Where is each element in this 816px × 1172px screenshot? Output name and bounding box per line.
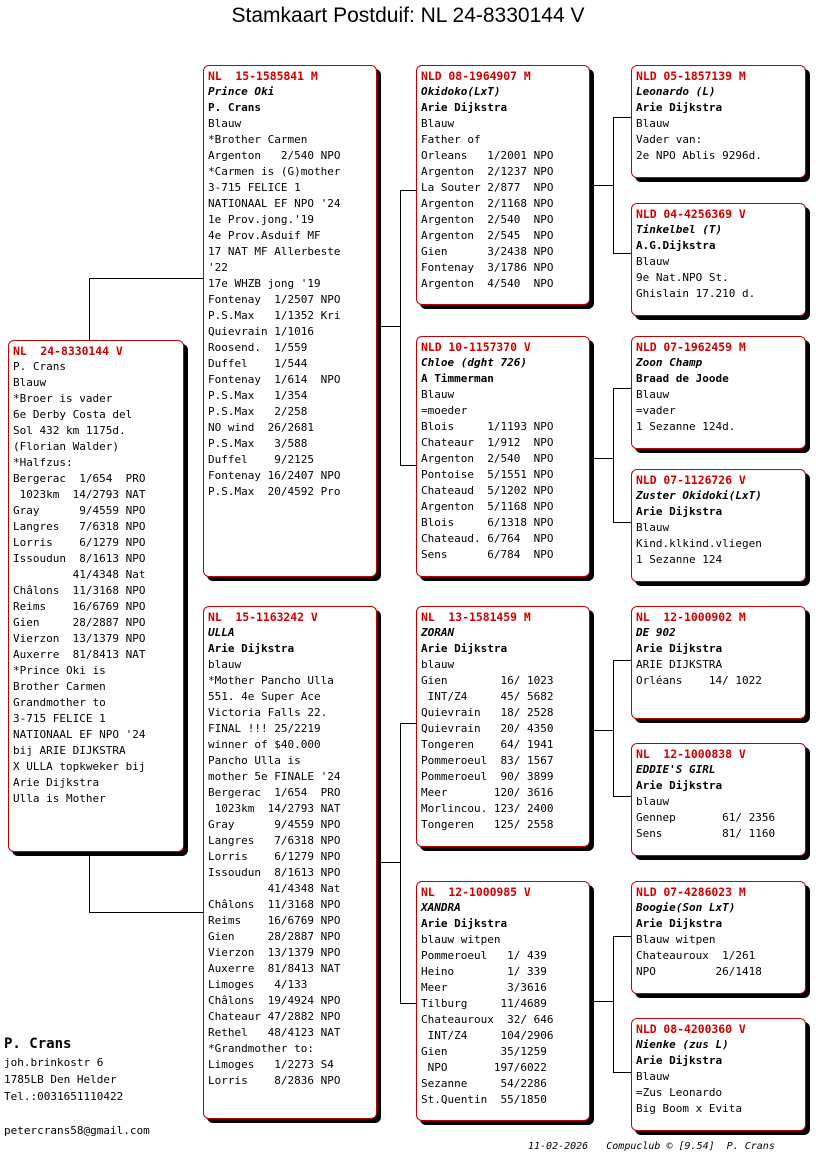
info-line: Victoria Falls 22. [208,706,328,719]
info-line: 3-715 FELICE 1 [208,181,301,194]
info-line: Pontoise 5/1551 NPO [421,468,554,481]
breeder-name: Arie Dijkstra [636,505,723,518]
info-line: Blauw [636,117,670,130]
info-line: NATIONAAL EF NPO '24 [13,728,146,741]
info-line: Auxerre 81/8413 NAT [13,648,146,661]
info-line: Lorris 6/1279 NPO [13,536,146,549]
info-line: Châlons 11/3168 NPO [13,584,146,597]
info-line: *Brother Carmen [208,133,308,146]
connector-line [613,522,632,523]
info-line: Gien 28/2887 NPO [208,930,341,943]
pigeon-name: Zuster Okidoki(LxT) [636,489,762,502]
pedigree-card-fmm[interactable] [631,469,806,582]
info-line: Argenton 2/540 NPO [208,149,341,162]
breeder-name: Arie Dijkstra [636,917,723,930]
info-line: Blauw [13,376,47,389]
pedigree-card-ffm[interactable] [631,203,806,316]
info-line: Pommeroeul 1/ 439 [421,949,547,962]
pedigree-card-father-father[interactable] [416,65,590,305]
info-line: Tilburg 11/4689 [421,997,547,1010]
info-line: (Florian Walder) [13,440,119,453]
pigeon-name: Okidoko(LxT) [421,85,501,98]
connector-line [400,723,401,1004]
info-line: blauw [636,795,670,808]
info-line: Quievrain 20/ 4350 [421,722,554,735]
info-line: Gennep 61/ 2356 [636,811,776,824]
info-line: X ULLA topkweker bij [13,760,146,773]
pedigree-card-mfm[interactable] [631,743,806,856]
info-line: Blauw [636,255,670,268]
info-line: blauw [208,658,242,671]
info-line: Blauw [421,388,455,401]
pedigree-card-mmm[interactable] [631,1018,806,1131]
info-line: P.S.Max 20/4592 Pro [208,485,341,498]
ring-number: NLD 08-1964907 M [421,69,531,83]
info-line: Gray 9/4559 NPO [208,818,341,831]
info-line: '22 [208,261,228,274]
info-line: 41/4348 Nat [208,882,341,895]
ring-number: NLD 05-1857139 M [636,69,746,83]
owner-block [4,1034,123,1105]
info-line: Argenton 5/1168 NPO [421,500,554,513]
ring-number: NLD 07-1126726 V [636,473,746,487]
ring-number: NL 12-1000902 M [636,610,746,624]
connector-line [613,936,632,937]
info-line: Chateaud. 6/764 NPO [421,532,554,545]
pedigree-card-mmf[interactable] [631,881,806,994]
info-line: blauw [421,658,455,671]
owner-email[interactable]: petercrans58@gmail.com [4,1124,150,1137]
breeder-name: Arie Dijkstra [636,779,723,792]
breeder-name: Arie Dijkstra [421,917,508,930]
info-line: Heino 1/ 339 [421,965,547,978]
info-line: Langres 7/6318 NPO [208,834,341,847]
info-line: Grandmother to [13,696,106,709]
pedigree-card-mother[interactable] [203,606,377,1119]
info-line: Issoudun 8/1613 NPO [208,866,341,879]
info-line: Gien 16/ 1023 [421,674,554,687]
info-line: Auxerre 81/8413 NAT [208,962,341,975]
ring-number: NL 12-1000838 V [636,747,746,761]
info-line: Limoges 4/133 [208,978,308,991]
connector-line [376,862,401,863]
info-line: Sens 6/784 NPO [421,548,554,561]
info-line: La Souter 2/877 NPO [421,181,554,194]
info-line: Argenton 2/1237 NPO [421,165,554,178]
pigeon-name: EDDIE'S GIRL [636,763,716,776]
footer-credit: 11-02-2026 Compuclub © [9.54] P. Crans [528,1141,775,1152]
breeder-name: Arie Dijkstra [421,642,508,655]
info-line: P. Crans [13,360,66,373]
pedigree-card-fff[interactable] [631,65,806,178]
info-line: 1 Sezanne 124 [636,553,723,566]
info-line: Argenton 2/540 NPO [421,452,554,465]
pigeon-name: ZORAN [421,626,455,639]
ring-number: NLD 07-1962459 M [636,340,746,354]
info-line: Meer 3/3616 [421,981,547,994]
info-line: Bergerac 1/654 PRO [13,472,146,485]
breeder-name: A.G.Dijkstra [636,239,716,252]
info-line: Meer 120/ 3616 [421,786,554,799]
info-line: Chateauroux 32/ 646 [421,1013,554,1026]
connector-line [613,660,632,661]
info-line: =moeder [421,404,468,417]
info-line: =Zus Leonardo [636,1086,723,1099]
pigeon-name: Leonardo (L) [636,85,716,98]
info-line: Orleans 1/2001 NPO [421,149,554,162]
info-line: St.Quentin 55/1850 [421,1093,547,1106]
pedigree-card-mother-mother[interactable] [416,881,590,1121]
breeder-name: P. Crans [208,101,261,114]
info-line: Châlons 11/3168 NPO [208,898,341,911]
info-line: Fontenay 3/1786 NPO [421,261,554,274]
info-line: Châlons 19/4924 NPO [208,994,341,1007]
info-line: Blois 1/1193 NPO [421,420,554,433]
info-line: NATIONAAL EF NPO '24 [208,197,341,210]
info-line: Blauw witpen [636,933,716,946]
info-line: Gien 3/2438 NPO [421,245,554,258]
breeder-name: Arie Dijkstra [636,101,723,114]
owner-street: joh.brinkostr 6 [4,1056,104,1069]
info-line: Limoges 1/2273 S4 [208,1058,334,1071]
info-line: Sens 81/ 1160 [636,827,776,840]
info-line: Fontenay 1/2507 NPO [208,293,341,306]
pigeon-name: Nienke (zus L) [636,1038,729,1051]
info-line: Chateaur 47/2882 NPO [208,1010,341,1023]
connector-line [589,185,614,186]
info-line: Pommeroeul 90/ 3899 [421,770,554,783]
connector-line [89,912,204,913]
info-line: Fontenay 1/614 NPO [208,373,341,386]
connector-line [400,1003,417,1004]
info-line: Chateauroux 1/261 [636,949,756,962]
connector-line [589,1001,614,1002]
ring-number: NLD 10-1157370 V [421,340,531,354]
connector-line [589,458,614,459]
info-line: *Grandmother to: [208,1042,314,1055]
info-line: Reims 16/6769 NPO [208,914,341,927]
info-line: Tongeren 64/ 1941 [421,738,554,751]
info-line: ARIE DIJKSTRA [636,658,723,671]
connector-line [400,190,417,191]
info-line: 6e Derby Costa del [13,408,133,421]
info-line: Morlincou. 123/ 2400 [421,802,554,815]
pedigree-card-mother-father[interactable] [416,606,590,847]
info-line: *Broer is vader [13,392,113,405]
info-line: Bergerac 1/654 PRO [208,786,341,799]
connector-line [613,1072,632,1073]
info-line: Vierzon 13/1379 NPO [13,632,146,645]
info-line: Blauw [421,117,455,130]
info-line: P.S.Max 2/258 [208,405,308,418]
pedigree-card-father-mother[interactable] [416,336,590,577]
connector-line [89,278,90,341]
pigeon-name: Tinkelbel (T) [636,223,723,236]
info-line: Quievrain 1/1016 [208,325,314,338]
pedigree-card-subject[interactable] [8,340,184,852]
info-line: Tongeren 125/ 2558 [421,818,554,831]
info-line: Gien 28/2887 NPO [13,616,146,629]
pigeon-name: DE 902 [636,626,676,639]
info-line: Blauw [208,117,242,130]
info-line: Arie Dijkstra [13,776,100,789]
breeder-name: Arie Dijkstra [636,1054,723,1067]
info-line: Blauw [636,388,670,401]
info-line: FINAL !!! 25/2219 [208,722,321,735]
info-line: 17 NAT MF Allerbeste [208,245,341,258]
info-line: Lorris 8/2836 NPO [208,1074,341,1087]
breeder-name: A Timmerman [421,372,494,385]
connector-line [89,278,204,279]
info-line: Big Boom x Evita [636,1102,742,1115]
ring-number: NLD 04-4256369 V [636,207,746,221]
info-line: NPO 197/6022 [421,1061,547,1074]
pigeon-name: ULLA [208,626,235,639]
ring-number: NLD 08-4200360 V [636,1022,746,1036]
owner-phone: Tel.:0031651110422 [4,1090,124,1103]
info-line: 4e Prov.Asduif MF [208,229,321,242]
info-line: Sol 432 km 1175d. [13,424,126,437]
connector-line [613,936,614,1073]
info-line: 1e Prov.jong.'19 [208,213,314,226]
page-title: Stamkaart Postduif: NL 24-8330144 V [231,4,585,27]
info-line: Langres 7/6318 NPO [13,520,146,533]
ring-number: NL 13-1581459 M [421,610,531,624]
info-line: INT/Z4 104/2906 [421,1029,554,1042]
info-line: 17e WHZB jong '19 [208,277,321,290]
pedigree-card-fmf[interactable] [631,336,806,449]
info-line: Duffel 1/544 [208,357,308,370]
info-line: Quievrain 18/ 2528 [421,706,554,719]
info-line: 3-715 FELICE 1 [13,712,106,725]
info-line: *Carmen is (G)mother [208,165,341,178]
connector-line [376,326,401,327]
ring-number: NLD 07-4286023 M [636,885,746,899]
connector-line [589,730,614,731]
pigeon-name: Chloe (dght 726) [421,356,527,369]
info-line: Reims 16/6769 NPO [13,600,146,613]
info-line: *Mother Pancho Ulla [208,674,334,687]
info-line: bij ARIE DIJKSTRA [13,744,126,757]
info-line: *Prince Oki is [13,664,106,677]
info-line: Gray 9/4559 NPO [13,504,146,517]
breeder-name: Arie Dijkstra [421,101,508,114]
info-line: Brother Carmen [13,680,106,693]
info-line: Pommeroeul 83/ 1567 [421,754,554,767]
connector-line [613,117,632,118]
info-line: mother 5e FINALE '24 [208,770,341,783]
info-line: Rethel 48/4123 NAT [208,1026,341,1039]
ring-number: NL 15-1163242 V [208,610,318,624]
info-line: Father of [421,133,481,146]
info-line: INT/Z4 45/ 5682 [421,690,554,703]
info-line: Vierzon 13/1379 NPO [208,946,341,959]
info-line: 551. 4e Super Ace [208,690,321,703]
info-line: winner of $40.000 [208,738,321,751]
info-line: Ulla is Mother [13,792,106,805]
info-line: Duffel 9/2125 [208,453,314,466]
info-line: Blauw [636,521,670,534]
info-line: *Halfzus: [13,456,73,469]
info-line: Chateaud 5/1202 NPO [421,484,554,497]
info-line: 1023km 14/2793 NAT [13,488,146,501]
info-line: NPO 26/1418 [636,965,762,978]
pedigree-card-father[interactable] [203,65,377,577]
info-line: =vader [636,404,676,417]
info-line: Vader van: [636,133,703,146]
info-line: Issoudun 8/1613 NPO [13,552,146,565]
info-line: Lorris 6/1279 NPO [208,850,341,863]
info-line: P.S.Max 1/1352 Kri [208,309,341,322]
pigeon-name: Prince Oki [208,85,275,98]
info-line: Kind.klkind.vliegen [636,537,762,550]
info-line: 1023km 14/2793 NAT [208,802,341,815]
info-line: Pancho Ulla is [208,754,301,767]
info-line: Orléans 14/ 1022 [636,674,762,687]
breeder-name: Arie Dijkstra [636,642,723,655]
breeder-name: Arie Dijkstra [208,642,295,655]
owner-city: 1785LB Den Helder [4,1073,117,1086]
info-line: Fontenay 16/2407 NPO [208,469,341,482]
ring-number: NL 12-1000985 V [421,885,531,899]
connector-line [613,796,632,797]
pigeon-name: Zoon Champ [636,356,703,369]
pedigree-card-mff[interactable] [631,606,806,719]
connector-line [613,388,614,523]
info-line: Argenton 2/1168 NPO [421,197,554,210]
info-line: P.S.Max 1/354 [208,389,308,402]
ring-number: NL 15-1585841 M [208,69,318,83]
connector-line [400,190,401,466]
info-line: Gien 35/1259 [421,1045,547,1058]
connector-line [613,117,614,254]
info-line: blauw witpen [421,933,501,946]
info-line: 1 Sezanne 124d. [636,420,736,433]
info-line: 41/4348 Nat [13,568,146,581]
info-line: Argenton 4/540 NPO [421,277,554,290]
breeder-name: Braad de Joode [636,372,729,385]
info-line: Argenton 2/545 NPO [421,229,554,242]
pigeon-name: XANDRA [421,901,461,914]
connector-line [613,253,632,254]
connector-line [613,388,632,389]
owner-name: P. Crans [4,1036,72,1052]
info-line: Sezanne 54/2286 [421,1077,547,1090]
connector-line [400,465,417,466]
info-line: Blois 6/1318 NPO [421,516,554,529]
pigeon-name: Boogie(Son LxT) [636,901,736,914]
info-line: 9e Nat.NPO St. [636,271,729,284]
info-line: 2e NPO Ablis 9296d. [636,149,762,162]
info-line: Chateaur 1/912 NPO [421,436,554,449]
info-line: P.S.Max 3/588 [208,437,308,450]
ring-number: NL 24-8330144 V [13,344,123,358]
info-line: NO wind 26/2681 [208,421,314,434]
info-line: Roosend. 1/559 [208,341,308,354]
info-line: Blauw [636,1070,670,1083]
info-line: Ghislain 17.210 d. [636,287,756,300]
info-line: Argenton 2/540 NPO [421,213,554,226]
connector-line [613,660,614,797]
connector-line [400,723,417,724]
connector-line [89,851,90,913]
